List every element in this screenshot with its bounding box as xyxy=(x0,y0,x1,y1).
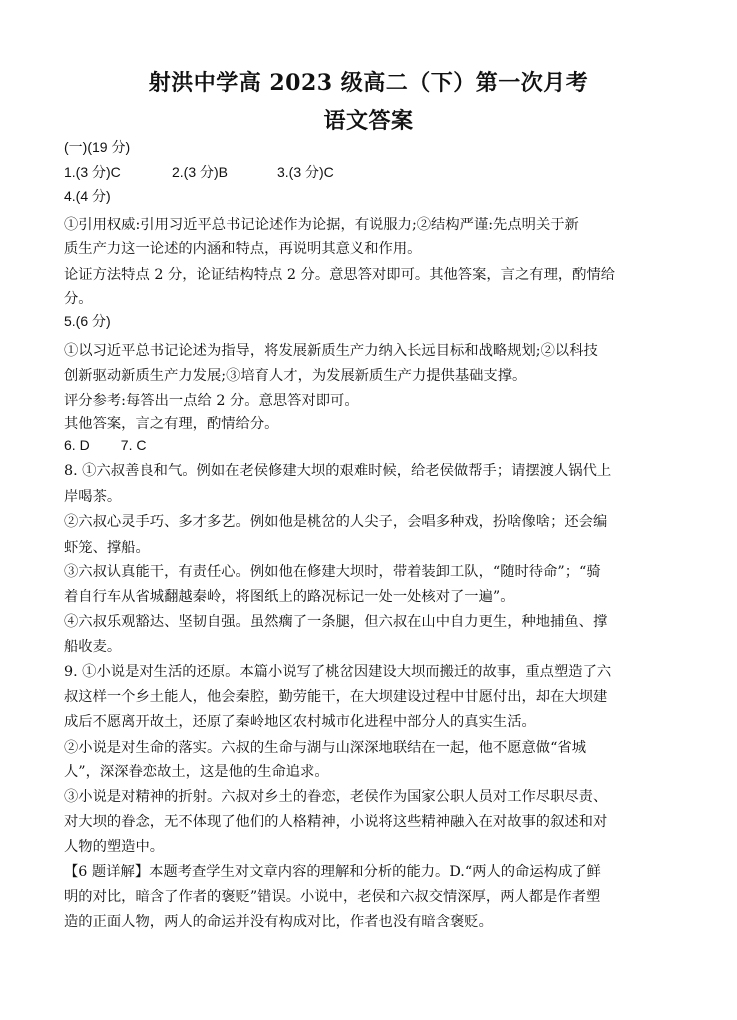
document-subtitle: 语文答案 xyxy=(323,108,414,134)
q8-line: ③六叔认真能干，有责任心。例如他在修建大坝时，带着装卸工队，“随时待命”；“骑 xyxy=(64,564,601,580)
q9-line: ③小说是对精神的折射。六叔对乡土的眷恋，老侯作为国家公职人员对工作尽职尽责、 xyxy=(64,789,608,805)
answer-q2: 2.(3 分)B xyxy=(172,164,229,180)
q4-line: 论证方法特点 2 分，论证结构特点 2 分。意思答对即可。其他答案，言之有理，酌情给 xyxy=(64,267,616,283)
q4-header: 4.(4 分) xyxy=(64,188,111,204)
q9-line: 成后不愿离开故土，还原了秦岭地区农村城市化进程中部分人的真实生活。 xyxy=(64,714,536,730)
q5-header: 5.(6 分) xyxy=(64,313,111,329)
q9-line: 叔这样一个乡土能人，他会秦腔，勤劳能干，在大坝建设过程中甘愿付出，却在大坝建 xyxy=(64,689,608,705)
answer-q1: 1.(3 分)C xyxy=(64,164,121,180)
q4-line: ①引用权威:引用习近平总书记论述作为论据，有说服力;②结构严谨:先点明关于新 xyxy=(64,217,579,233)
q9-line: 对大坝的眷念，无不体现了他们的人格精神，小说将这些精神融入在对故事的叙述和对 xyxy=(64,814,608,830)
q9-line: 人物的塑造中。 xyxy=(64,839,165,855)
q8-line: 船收麦。 xyxy=(64,639,122,655)
section-header: (一)(19 分) xyxy=(64,139,131,155)
q9-line: ②小说是对生命的落实。六叔的生命与湖与山深深地联结在一起，他不愿意做“省城 xyxy=(64,740,586,756)
q5-line: 其他答案，言之有理，酌情给分。 xyxy=(64,416,279,432)
q5-line: ①以习近平总书记论述为指导，将发展新质生产力纳入长远目标和战略规划;②以科技 xyxy=(64,343,598,359)
q4-line: 分。 xyxy=(64,291,93,307)
q8-line: 着自行车从省城翻越秦岭，将图纸上的路况标记一处一处核对了一遍”。 xyxy=(64,589,515,605)
explanation-line: 明的对比，暗含了作者的褒贬”错误。小说中，老侯和六叔交情深厚，两人都是作者塑 xyxy=(64,889,601,905)
q9-line: 人”，深深眷恋故土，这是他的生命追求。 xyxy=(64,764,329,780)
document-title: 射洪中学高 2023 级高二（下）第一次月考 xyxy=(148,70,589,96)
explanation-line: 【6 题详解】本题考查学生对文章内容的理解和分析的能力。D.“两人的命运构成了鲜 xyxy=(64,864,601,880)
q4-line: 质生产力这一论述的内涵和特点，再说明其意义和作用。 xyxy=(64,241,422,257)
q8-line: ②六叔心灵手巧、多才多艺。例如他是桃岔的人尖子，会唱多种戏，扮啥像啥；还会编 xyxy=(64,514,608,530)
q8-line: 岸喝茶。 xyxy=(64,489,122,505)
q5-line: 评分参考:每答出一点给 2 分。意思答对即可。 xyxy=(64,393,359,409)
q9-line: 9. ①小说是对生活的还原。本篇小说写了桃岔因建设大坝而搬迁的故事，重点塑造了六 xyxy=(64,664,612,680)
q8-line: ④六叔乐观豁达、坚韧自强。虽然瘸了一条腿，但六叔在山中自力更生，种地捕鱼、撑 xyxy=(64,614,608,630)
q8-line: 虾笼、撑船。 xyxy=(64,540,150,556)
q5-line: 创新驱动新质生产力发展;③培育人才，为发展新质生产力提供基础支撑。 xyxy=(64,368,527,384)
answer-q3: 3.(3 分)C xyxy=(277,164,334,180)
answers-q6-q7: 6. D 7. C xyxy=(64,437,147,453)
explanation-line: 造的正面人物，两人的命运并没有构成对比，作者也没有暗含褒贬。 xyxy=(64,914,493,930)
q8-line: 8. ①六叔善良和气。例如在老侯修建大坝的艰难时候，给老侯做帮手；请摆渡人锅代上 xyxy=(64,463,612,479)
